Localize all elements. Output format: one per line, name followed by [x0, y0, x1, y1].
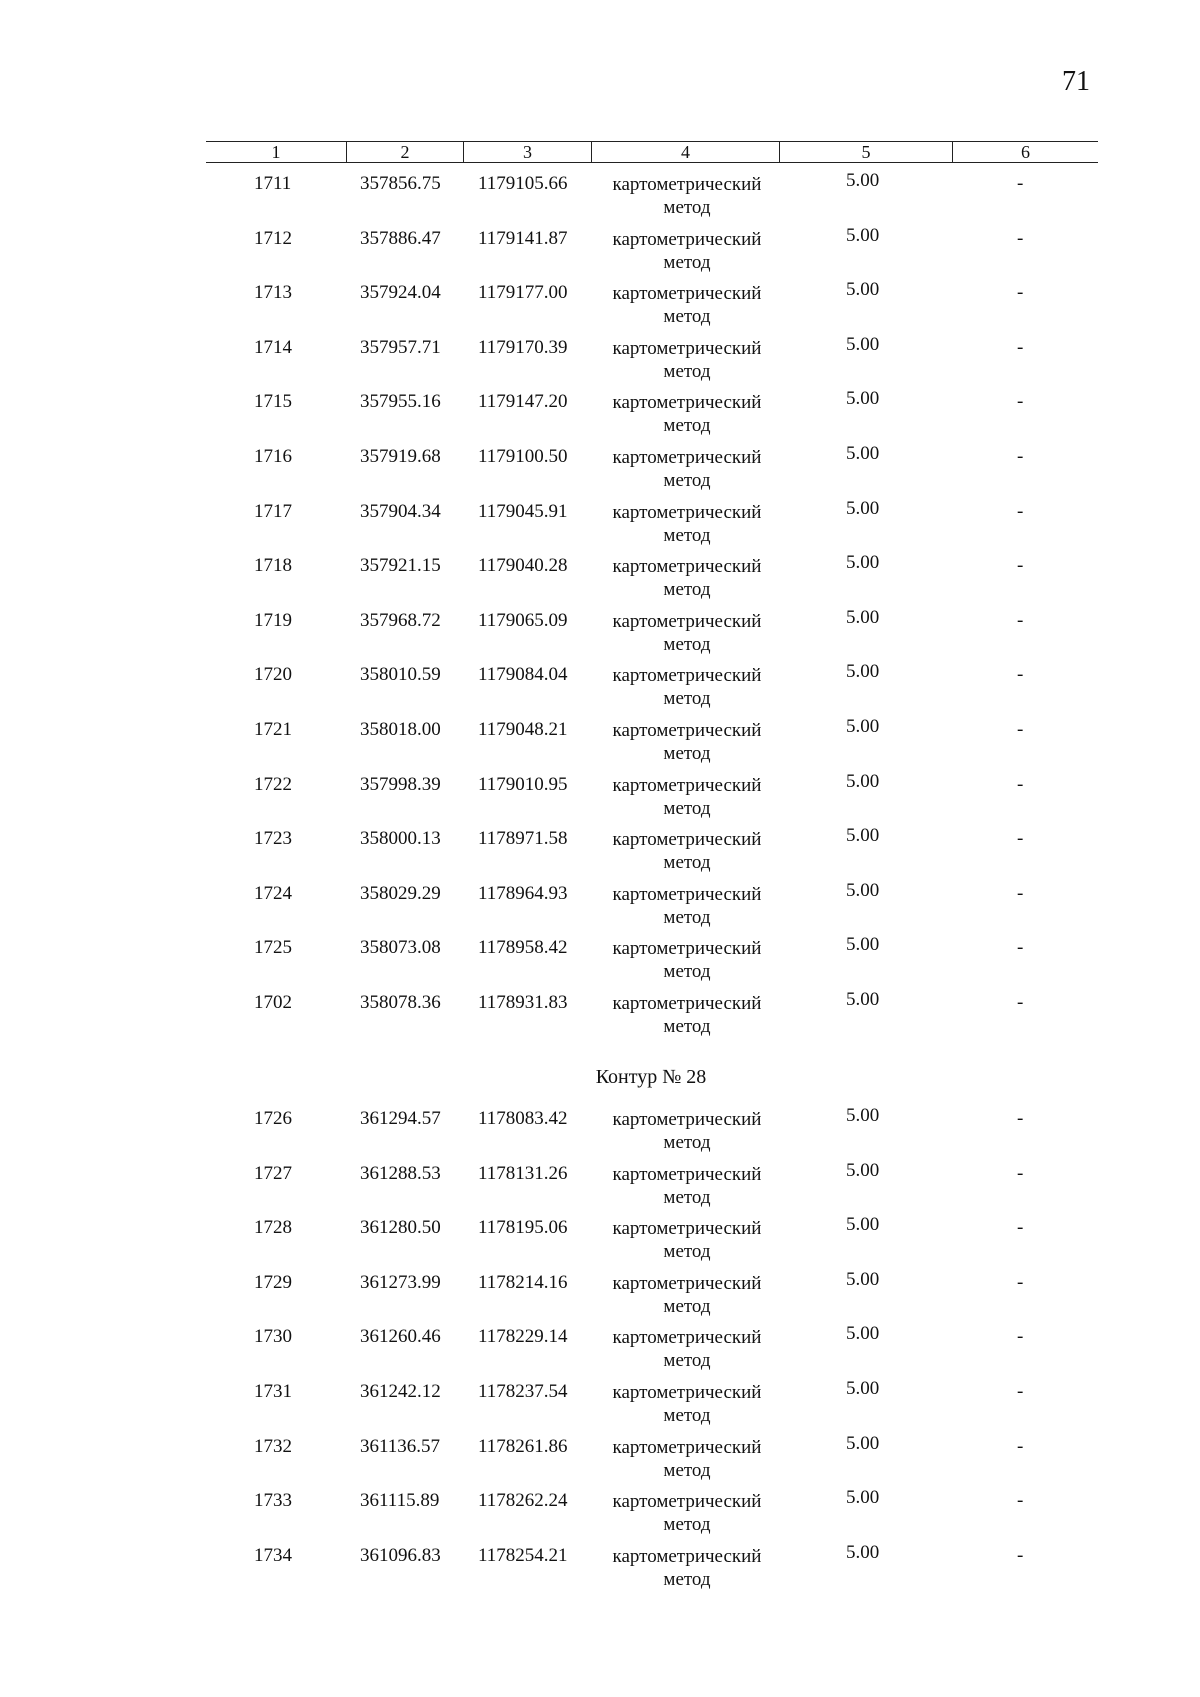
- method-line-1: картометрический: [612, 228, 762, 250]
- accuracy-value: 5.00: [846, 716, 880, 737]
- method-line-2: метод: [663, 1514, 711, 1536]
- accuracy-value: 5.00: [846, 443, 880, 464]
- point-number: 1720: [254, 664, 292, 686]
- accuracy-value: 5.00: [846, 1432, 880, 1454]
- note-value: -: [1017, 1326, 1024, 1348]
- note-value: -: [1017, 446, 1024, 467]
- accuracy-value: 5.00: [846, 825, 880, 847]
- note-value: -: [1017, 1271, 1024, 1293]
- method-line-2: метод: [663, 524, 711, 546]
- coordinate-x: 357998.39: [360, 773, 441, 795]
- coordinate-x: 361242.12: [360, 1381, 441, 1402]
- coordinate-y: 1178261.86: [478, 1435, 568, 1457]
- coordinate-y: 1179065.09: [478, 609, 568, 631]
- method-cell: [596, 610, 778, 656]
- accuracy-value: 5.00: [846, 770, 880, 792]
- note-value: -: [1017, 773, 1024, 795]
- coordinate-y: 1178083.42: [478, 1108, 568, 1129]
- coordinate-x: 357921.15: [360, 555, 441, 577]
- coordinate-y: 1179177.00: [478, 282, 568, 304]
- method-line-2: метод: [663, 633, 711, 655]
- method-line-1: картометрический: [612, 1218, 762, 1240]
- note-value: -: [1017, 1108, 1024, 1129]
- note-value: -: [1017, 828, 1024, 850]
- method-line-1: картометрический: [612, 665, 762, 687]
- coordinate-y: 1179141.87: [478, 227, 568, 249]
- coordinate-y: 1178131.26: [478, 1162, 568, 1184]
- method-line-1: картометрический: [612, 883, 762, 905]
- coordinate-y: 1178958.42: [478, 937, 568, 959]
- note-value: -: [1017, 1544, 1024, 1566]
- table-row: [0, 497, 1200, 551]
- method-line-1: картометрический: [612, 1436, 762, 1458]
- method-cell: [596, 173, 778, 219]
- method-cell: [596, 828, 778, 874]
- method-line-1: картометрический: [612, 774, 762, 796]
- table-row: [0, 279, 1200, 332]
- method-line-1: картометрический: [612, 1491, 762, 1513]
- method-cell: [596, 501, 778, 547]
- point-number: 1723: [254, 828, 292, 850]
- accuracy-value: 5.00: [846, 279, 880, 301]
- accuracy-value: 5.00: [846, 1541, 880, 1563]
- coordinate-y: 1178214.16: [478, 1271, 568, 1293]
- table-header: [206, 141, 1098, 163]
- method-line-2: метод: [663, 415, 711, 437]
- method-line-1: картометрический: [612, 1272, 762, 1294]
- coordinate-y: 1179100.50: [478, 446, 568, 467]
- note-value: -: [1017, 336, 1024, 358]
- accuracy-value: 5.00: [846, 552, 880, 574]
- method-line-2: метод: [663, 688, 711, 710]
- coordinate-y: 1178229.14: [478, 1326, 568, 1348]
- coordinate-y: 1179048.21: [478, 719, 568, 740]
- coordinate-x: 358078.36: [360, 992, 441, 1013]
- method-line-1: картометрический: [612, 447, 762, 468]
- method-cell: [596, 774, 778, 820]
- table-row: [0, 770, 1200, 824]
- method-cell: [596, 883, 778, 929]
- method-cell: [596, 1108, 778, 1154]
- method-cell: [596, 391, 778, 437]
- method-line-2: метод: [663, 360, 711, 382]
- accuracy-value: 5.00: [846, 1214, 880, 1236]
- method-line-1: картометрический: [612, 1327, 762, 1349]
- method-line-2: метод: [663, 797, 711, 819]
- table-row: [0, 661, 1200, 714]
- coordinate-x: 361288.53: [360, 1162, 441, 1184]
- point-number: 1733: [254, 1490, 292, 1512]
- accuracy-value: 5.00: [846, 224, 880, 246]
- header-col-5: 5: [779, 142, 952, 162]
- coordinate-y: 1179084.04: [478, 664, 568, 686]
- coordinate-y: 1178262.24: [478, 1490, 568, 1512]
- note-value: -: [1017, 1435, 1024, 1457]
- header-col-4: 4: [591, 142, 779, 162]
- note-value: -: [1017, 882, 1024, 904]
- table-row: [0, 879, 1200, 933]
- accuracy-value: 5.00: [846, 606, 880, 628]
- method-cell: [596, 719, 778, 765]
- coordinate-x: 357968.72: [360, 609, 441, 631]
- page-number: 71: [1062, 66, 1090, 97]
- coordinate-y: 1178964.93: [478, 882, 568, 904]
- coordinate-x: 358000.13: [360, 828, 441, 850]
- table-row: [0, 989, 1200, 1042]
- method-cell: [596, 1326, 778, 1372]
- accuracy-value: 5.00: [846, 333, 880, 355]
- accuracy-value: 5.00: [846, 170, 880, 191]
- coordinate-y: 1179010.95: [478, 773, 568, 795]
- method-line-2: метод: [663, 470, 711, 491]
- table-row: [0, 224, 1200, 278]
- table-row: [0, 1159, 1200, 1213]
- note-value: -: [1017, 227, 1024, 249]
- note-value: -: [1017, 1490, 1024, 1512]
- method-cell: [596, 664, 778, 710]
- coordinate-x: 358029.29: [360, 882, 441, 904]
- method-cell: [596, 1217, 778, 1263]
- method-line-2: метод: [663, 906, 711, 928]
- point-number: 1734: [254, 1544, 292, 1566]
- coordinate-x: 361273.99: [360, 1271, 441, 1293]
- note-value: -: [1017, 391, 1024, 413]
- accuracy-value: 5.00: [846, 1378, 880, 1399]
- header-col-1: 1: [271, 142, 281, 162]
- point-number: 1719: [254, 609, 292, 631]
- coordinate-x: 357957.71: [360, 336, 441, 358]
- table-row: [0, 934, 1200, 987]
- table-row: [0, 606, 1200, 660]
- method-line-2: метод: [663, 251, 711, 273]
- method-line-1: картометрический: [612, 556, 762, 578]
- point-number: 1732: [254, 1435, 292, 1457]
- point-number: 1711: [254, 173, 292, 194]
- method-line-2: метод: [663, 1295, 711, 1317]
- method-cell: [596, 282, 778, 328]
- header-col-2: 2: [346, 142, 463, 162]
- section-title: Контур № 28: [595, 1066, 707, 1088]
- coordinate-x: 357904.34: [360, 500, 441, 522]
- table-row: [0, 552, 1200, 605]
- coordinate-y: 1178237.54: [478, 1381, 568, 1402]
- method-cell: [596, 337, 778, 383]
- coordinate-x: 361096.83: [360, 1544, 441, 1566]
- note-value: -: [1017, 664, 1024, 686]
- method-line-2: метод: [663, 743, 711, 764]
- table-row: [0, 1487, 1200, 1540]
- note-value: -: [1017, 1162, 1024, 1184]
- point-number: 1728: [254, 1217, 292, 1239]
- point-number: 1714: [254, 336, 292, 358]
- method-line-2: метод: [663, 961, 711, 983]
- coordinate-x: 357924.04: [360, 282, 441, 304]
- point-number: 1724: [254, 882, 292, 904]
- accuracy-value: 5.00: [846, 989, 880, 1010]
- method-line-2: метод: [663, 852, 711, 874]
- coordinate-y: 1178971.58: [478, 828, 568, 850]
- coordinate-x: 361260.46: [360, 1326, 441, 1348]
- coordinate-y: 1178195.06: [478, 1217, 568, 1239]
- method-cell: [596, 937, 778, 983]
- method-cell: [596, 992, 778, 1038]
- coordinate-y: 1178931.83: [478, 992, 568, 1013]
- method-cell: [596, 1545, 778, 1591]
- accuracy-value: 5.00: [846, 1323, 880, 1345]
- method-cell: [596, 1272, 778, 1318]
- note-value: -: [1017, 719, 1024, 740]
- coordinate-y: 1179147.20: [478, 391, 568, 413]
- header-col-6: 6: [952, 142, 1098, 162]
- note-value: -: [1017, 282, 1024, 304]
- accuracy-value: 5.00: [846, 879, 880, 901]
- point-number: 1712: [254, 227, 292, 249]
- point-number: 1713: [254, 282, 292, 304]
- method-line-1: картометрический: [612, 501, 762, 523]
- method-line-2: метод: [663, 1016, 711, 1037]
- table-row: [0, 1323, 1200, 1376]
- accuracy-value: 5.00: [846, 934, 880, 956]
- note-value: -: [1017, 937, 1024, 959]
- method-line-1: картометрический: [612, 1545, 762, 1567]
- table-row: [0, 1105, 1200, 1158]
- method-line-2: метод: [663, 1568, 711, 1590]
- coordinate-y: 1178254.21: [478, 1544, 568, 1566]
- coordinate-x: 357856.75: [360, 173, 441, 194]
- method-line-1: картометрический: [612, 1109, 762, 1130]
- method-line-1: картометрический: [612, 610, 762, 632]
- coordinate-x: 357886.47: [360, 227, 441, 249]
- point-number: 1727: [254, 1162, 292, 1184]
- point-number: 1731: [254, 1381, 292, 1402]
- accuracy-value: 5.00: [846, 1268, 880, 1290]
- coordinate-x: 358018.00: [360, 719, 441, 740]
- point-number: 1725: [254, 937, 292, 959]
- accuracy-value: 5.00: [846, 1487, 880, 1509]
- table-row: [0, 1378, 1200, 1431]
- method-line-1: картометрический: [612, 1382, 762, 1403]
- method-line-1: картометрический: [612, 337, 762, 359]
- accuracy-value: 5.00: [846, 1159, 880, 1181]
- coordinate-x: 358010.59: [360, 664, 441, 686]
- point-number: 1721: [254, 719, 292, 740]
- note-value: -: [1017, 500, 1024, 522]
- point-number: 1702: [254, 992, 292, 1013]
- point-number: 1722: [254, 773, 292, 795]
- method-cell: [596, 446, 778, 492]
- note-value: -: [1017, 1381, 1024, 1402]
- method-line-2: метод: [663, 1186, 711, 1208]
- method-line-1: картометрический: [612, 174, 762, 195]
- table-row: [0, 388, 1200, 441]
- coordinate-x: 361115.89: [360, 1490, 440, 1512]
- method-line-1: картометрический: [612, 392, 762, 414]
- accuracy-value: 5.00: [846, 1105, 880, 1126]
- point-number: 1729: [254, 1271, 292, 1293]
- coordinate-x: 358073.08: [360, 937, 441, 959]
- method-line-2: метод: [663, 579, 711, 601]
- method-line-2: метод: [663, 1132, 711, 1153]
- method-cell: [596, 1490, 778, 1536]
- method-cell: [596, 1436, 778, 1482]
- coordinate-y: 1179045.91: [478, 500, 568, 522]
- note-value: -: [1017, 1217, 1024, 1239]
- method-line-2: метод: [663, 306, 711, 328]
- table-row: [0, 170, 1200, 223]
- coordinate-x: 361280.50: [360, 1217, 441, 1239]
- coordinate-x: 357955.16: [360, 391, 441, 413]
- method-line-2: метод: [663, 1459, 711, 1481]
- method-line-1: картометрический: [612, 283, 762, 305]
- method-line-2: метод: [663, 1350, 711, 1372]
- point-number: 1715: [254, 391, 292, 413]
- point-number: 1726: [254, 1108, 292, 1129]
- accuracy-value: 5.00: [846, 661, 880, 683]
- point-number: 1716: [254, 446, 292, 467]
- method-line-2: метод: [663, 1241, 711, 1263]
- coordinate-x: 361294.57: [360, 1108, 441, 1129]
- method-cell: [596, 1381, 778, 1427]
- method-line-1: картометрический: [612, 1163, 762, 1185]
- note-value: -: [1017, 609, 1024, 631]
- note-value: -: [1017, 555, 1024, 577]
- accuracy-value: 5.00: [846, 388, 880, 410]
- method-cell: [596, 1163, 778, 1209]
- method-cell: [596, 555, 778, 601]
- point-number: 1718: [254, 555, 292, 577]
- table-row: [0, 1432, 1200, 1486]
- point-number: 1730: [254, 1326, 292, 1348]
- note-value: -: [1017, 173, 1024, 194]
- coordinate-y: 1179040.28: [478, 555, 568, 577]
- coordinate-y: 1179105.66: [478, 173, 568, 194]
- method-line-2: метод: [663, 197, 711, 218]
- header-col-3: 3: [463, 142, 591, 162]
- table-row: [0, 1268, 1200, 1322]
- method-cell: [596, 228, 778, 274]
- coordinate-x: 361136.57: [360, 1435, 441, 1457]
- method-line-1: картометрический: [612, 829, 762, 851]
- table-row: [0, 1214, 1200, 1267]
- accuracy-value: 5.00: [846, 497, 880, 519]
- method-line-1: картометрический: [612, 993, 762, 1014]
- method-line-1: картометрический: [612, 720, 762, 741]
- point-number: 1717: [254, 500, 292, 522]
- coordinate-y: 1179170.39: [478, 336, 568, 358]
- table-row: [0, 1541, 1200, 1595]
- table-row: [0, 716, 1200, 769]
- note-value: -: [1017, 992, 1024, 1013]
- table-row: [0, 825, 1200, 878]
- method-line-1: картометрический: [612, 938, 762, 960]
- table-row: [0, 333, 1200, 387]
- coordinate-x: 357919.68: [360, 446, 441, 467]
- method-line-2: метод: [663, 1405, 711, 1426]
- table-row: [0, 443, 1200, 496]
